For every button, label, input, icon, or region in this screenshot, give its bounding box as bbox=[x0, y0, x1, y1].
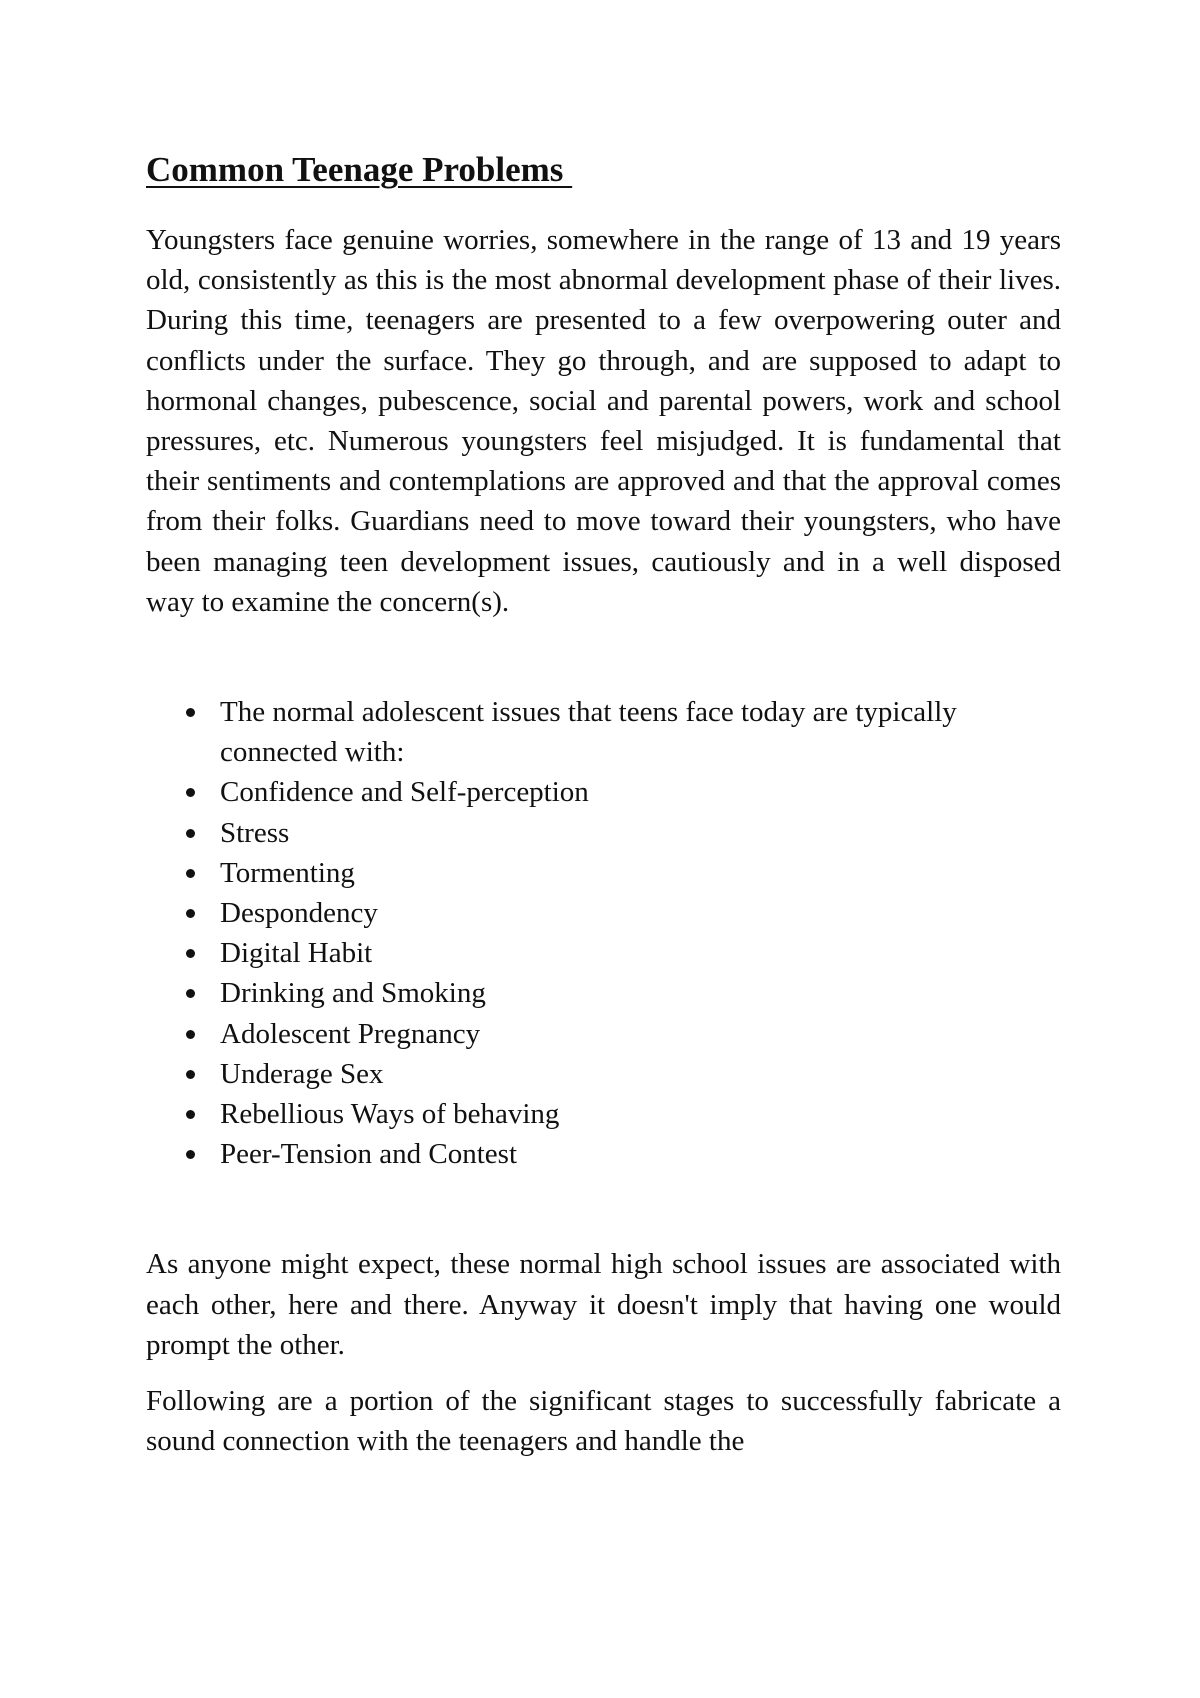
list-item-text: Underage Sex bbox=[220, 1057, 384, 1090]
bullet-icon bbox=[186, 1070, 195, 1079]
list-item bbox=[220, 813, 1061, 853]
bullet-icon bbox=[186, 989, 195, 998]
list-item bbox=[220, 933, 1061, 973]
list-item bbox=[220, 772, 1061, 812]
list-item bbox=[220, 1054, 1061, 1094]
list-item-text: Adolescent Pregnancy bbox=[220, 1017, 481, 1050]
bullet-icon bbox=[186, 1150, 195, 1159]
issues-list bbox=[146, 692, 1061, 1174]
list-item-text: Despondency bbox=[220, 897, 378, 930]
list-item bbox=[220, 1134, 1061, 1174]
bullet-icon bbox=[186, 788, 195, 797]
list-item-text: Drinking and Smoking bbox=[220, 977, 486, 1010]
list-item-text: Peer-Tension and Contest bbox=[220, 1138, 517, 1171]
list-item-text: Rebellious Ways of behaving bbox=[220, 1098, 560, 1131]
list-item bbox=[220, 853, 1061, 893]
list-item-text: Confidence and Self-perception bbox=[220, 776, 589, 809]
list-item-text: Digital Habit bbox=[220, 937, 373, 970]
bullet-icon bbox=[186, 909, 195, 918]
bullet-icon bbox=[186, 869, 195, 878]
bullet-icon bbox=[186, 708, 195, 717]
list-item bbox=[220, 692, 1061, 772]
document-title: Common Teenage Problems bbox=[146, 150, 573, 189]
list-item bbox=[220, 1014, 1061, 1054]
steps-paragraph: Following are a portion of the significant stages to successfully fabricate a sound connection with the teenagers and handle the bbox=[146, 1385, 1061, 1458]
document-page bbox=[146, 148, 1061, 1461]
list-item-text: The normal adolescent issues that teens face today are typically connected with: bbox=[220, 696, 957, 769]
list-item bbox=[220, 1094, 1061, 1134]
list-item-text: Tormenting bbox=[220, 856, 355, 889]
list-item bbox=[220, 893, 1061, 933]
bullet-icon bbox=[186, 1030, 195, 1039]
bullet-icon bbox=[186, 949, 195, 958]
association-paragraph: As anyone might expect, these normal high school issues are associated with each other, here and there. Anyway it doesn't imply that having one would prompt the other. bbox=[146, 1248, 1061, 1361]
list-item bbox=[220, 973, 1061, 1013]
list-item-text: Stress bbox=[220, 816, 290, 849]
bullet-icon bbox=[186, 829, 195, 838]
bullet-icon bbox=[186, 1110, 195, 1119]
intro-paragraph: Youngsters face genuine worries, somewhere in the range of 13 and 19 years old, consistently as this is the most abnormal development phase of their lives. During this time, teenagers are presented to a few overpowering outer and conflicts under the surface. They go through, and are supposed to adapt to hormonal changes, pubescence, social and parental powers, work and school pressures, etc. Numerous youngsters feel misjudged. It is fundamental that their sentiments and contemplations are approved and that the approval comes from their folks. Guardians need to move toward their youngsters, who have been managing teen development issues, cautiously and in a well disposed way to examine the concern(s). bbox=[146, 224, 1061, 618]
